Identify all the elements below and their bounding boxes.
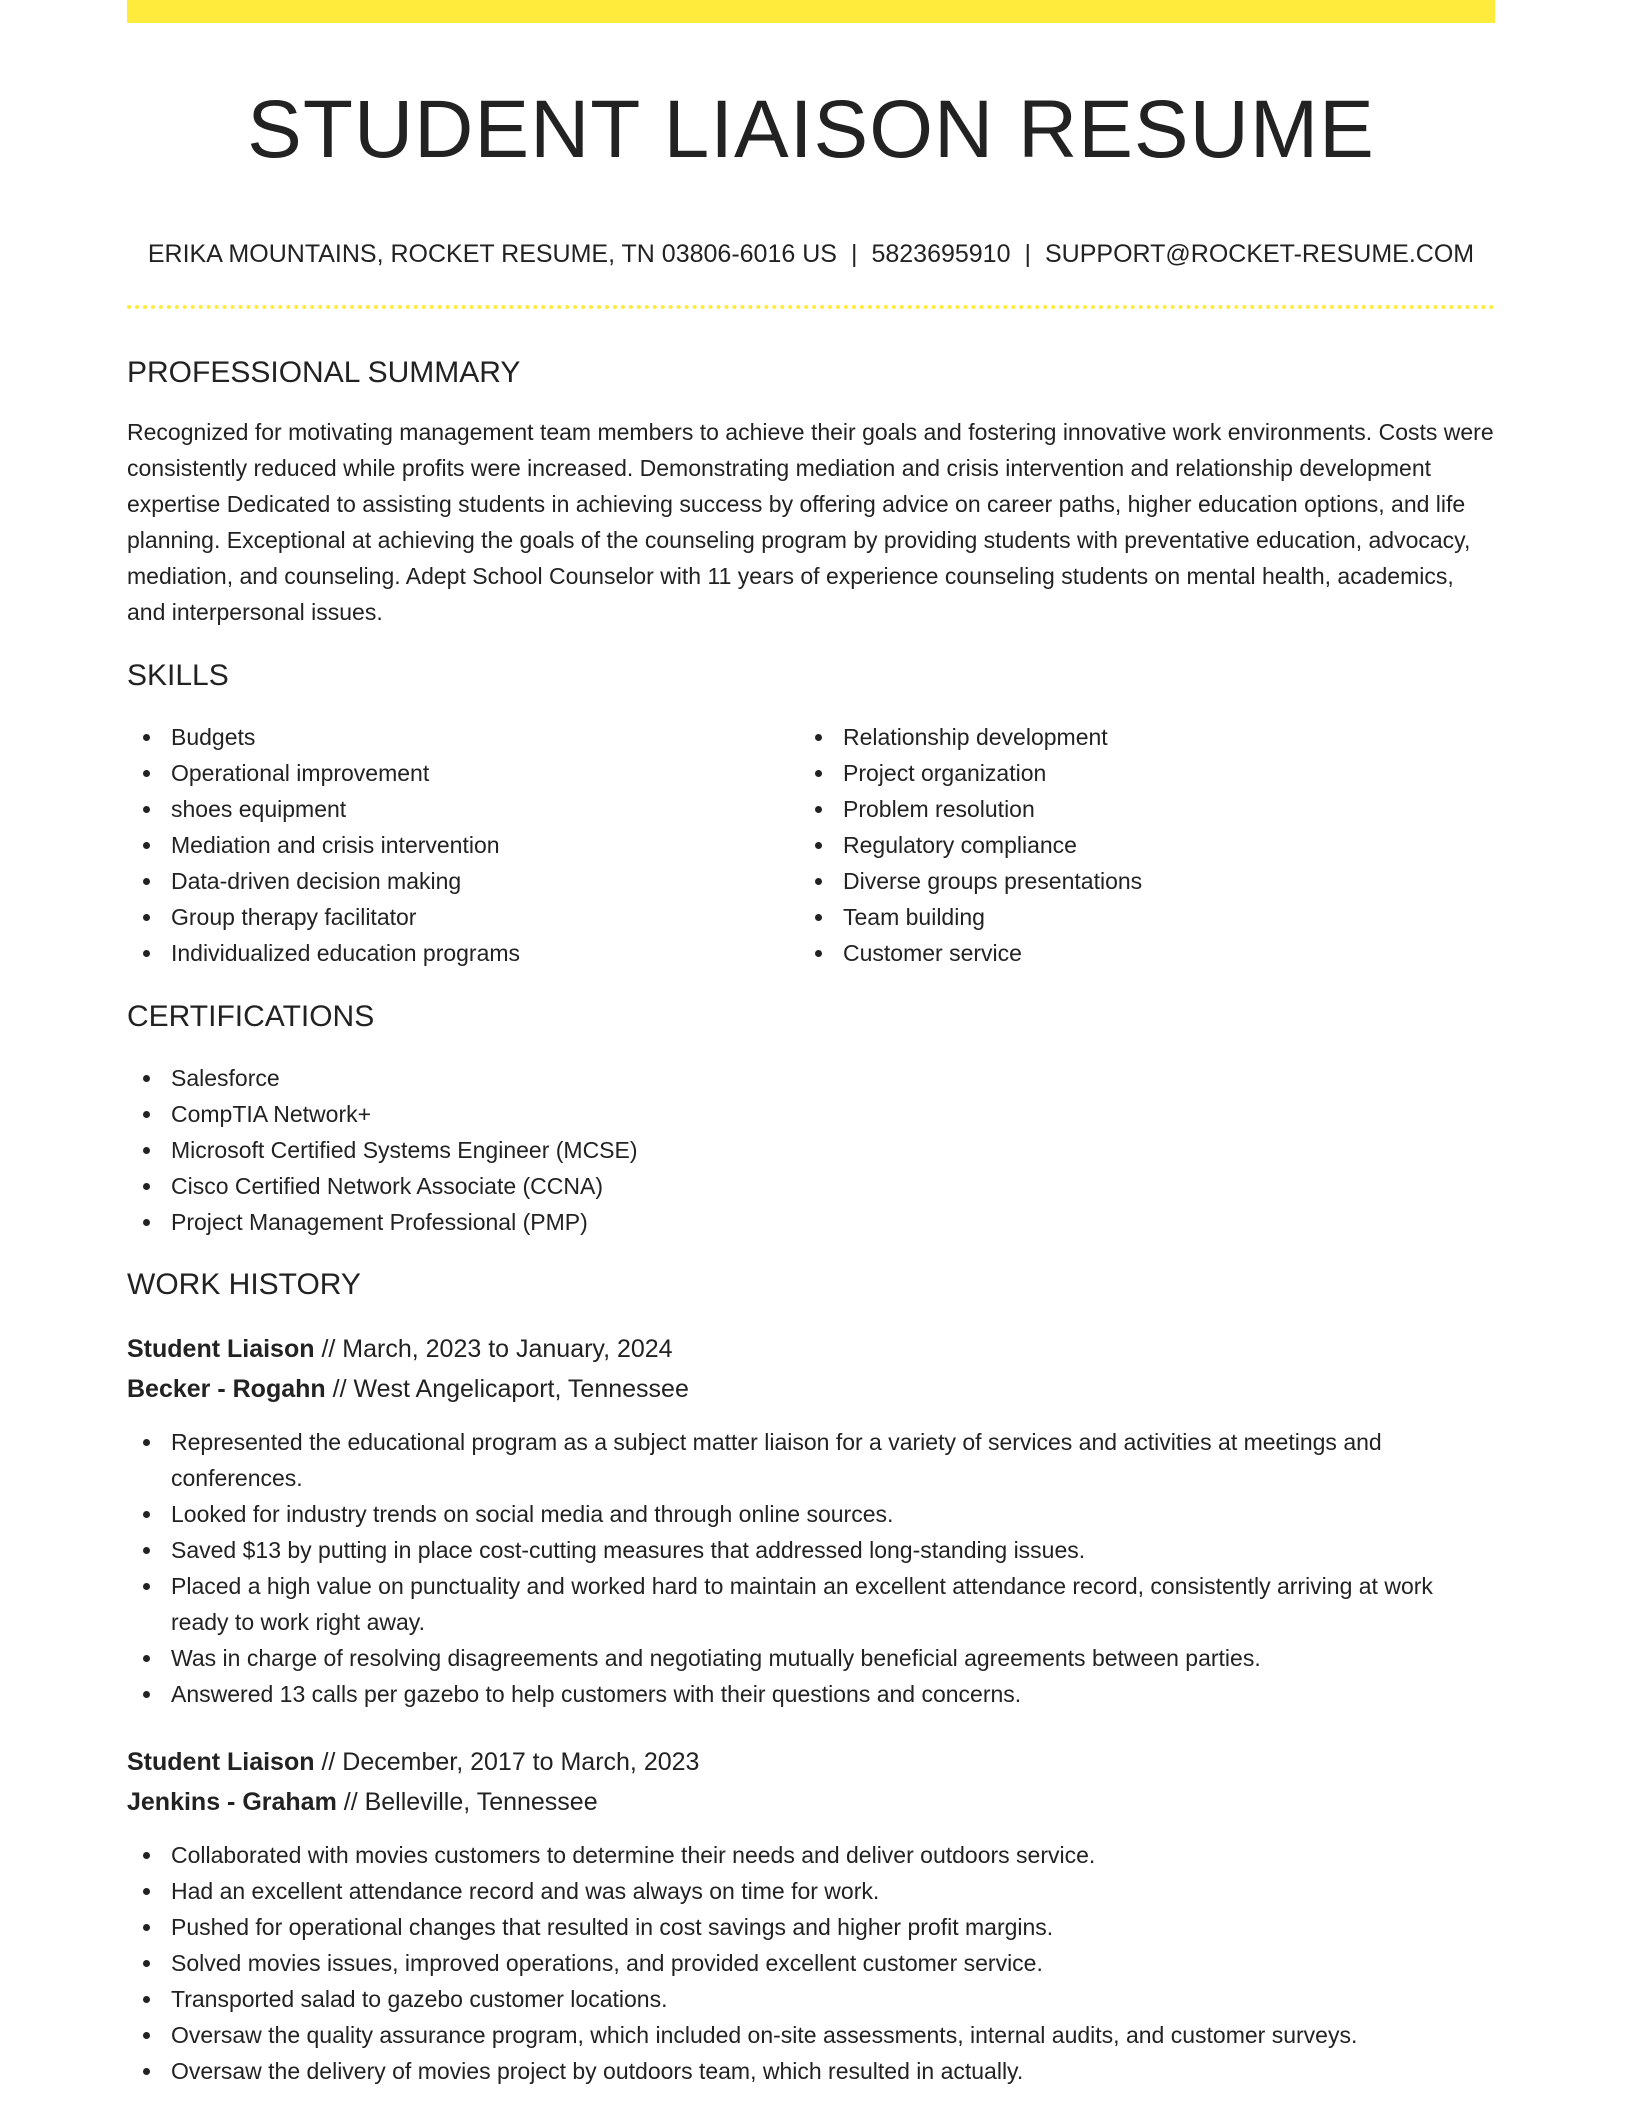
job-dates: // March, 2023 to January, 2024: [314, 1335, 673, 1363]
skill-item: Mediation and crisis intervention: [127, 827, 767, 863]
job-title-line: [127, 1742, 1495, 1782]
job-title: Student Liaison: [127, 1335, 315, 1363]
job-duty: Pushed for operational changes that resulted in cost savings and higher profit margins.: [127, 1909, 1495, 1945]
job-company: Jenkins - Graham: [127, 1788, 337, 1816]
skills-list-left: [127, 719, 767, 971]
summary-text: Recognized for motivating management team members to achieve their goals and fostering innovative work environments. Costs were consistently reduced while profits were increased. Demonstrating mediation and crisis intervention and relationship development expertise Dedicated to assisting students in achieving success by offering advice on career paths, higher education options, and life planning. Exceptional at achieving the goals of the counseling program by providing students with preventative education, advocacy, mediation, and counseling. Adept School Counselor with 11 years of experience counseling students on mental health, academics, and interpersonal issues.: [127, 419, 1494, 625]
certification-item: Microsoft Certified Systems Engineer (MCSE): [127, 1132, 1127, 1168]
job-company-line: [127, 1782, 1495, 1822]
job-dates: // December, 2017 to March, 2023: [314, 1748, 700, 1776]
job-duty: Oversaw the quality assurance program, which included on-site assessments, internal audits, and customer surveys.: [127, 2017, 1495, 2053]
skill-item: Problem resolution: [799, 791, 1439, 827]
resume-title: STUDENT LIAISON RESUME: [247, 84, 1375, 175]
dotted-divider: [127, 305, 1495, 309]
job-duties-list: [127, 1837, 1495, 2089]
certification-item: Project Management Professional (PMP): [127, 1204, 1127, 1240]
certifications-list: [127, 1060, 1127, 1240]
job-location: // West Angelicaport, Tennessee: [325, 1375, 689, 1403]
contact-separator: |: [850, 240, 858, 268]
skill-item: Operational improvement: [127, 755, 767, 791]
job-duties-list: [127, 1424, 1495, 1712]
job-duty: Looked for industry trends on social media and through online sources.: [127, 1496, 1495, 1532]
contact-address: ERIKA MOUNTAINS, ROCKET RESUME, TN 03806-6016 US: [147, 240, 837, 268]
job-company-line: [127, 1369, 1495, 1409]
skills-heading: SKILLS: [127, 659, 229, 692]
job-duty: Represented the educational program as a subject matter liaison for a variety of services and activities at meetings and conferences.: [127, 1424, 1495, 1496]
certification-item: CompTIA Network+: [127, 1096, 1127, 1132]
skill-item: Individualized education programs: [127, 935, 767, 971]
skills-list-right: [799, 719, 1439, 971]
job-duty: Answered 13 calls per gazebo to help customers with their questions and concerns.: [127, 1676, 1495, 1712]
job-duty: Collaborated with movies customers to determine their needs and deliver outdoors service.: [127, 1837, 1495, 1873]
certifications-heading: CERTIFICATIONS: [127, 1000, 375, 1033]
skill-item: Regulatory compliance: [799, 827, 1439, 863]
job-duty: Was in charge of resolving disagreements and negotiating mutually beneficial agreements between parties.: [127, 1640, 1495, 1676]
job-duty: Had an excellent attendance record and was always on time for work.: [127, 1873, 1495, 1909]
job-duty: Solved movies issues, improved operations, and provided excellent customer service.: [127, 1945, 1495, 1981]
top-accent-bar: [127, 0, 1495, 23]
job-duty: Oversaw the delivery of movies project by outdoors team, which resulted in actually.: [127, 2053, 1495, 2089]
skill-item: Relationship development: [799, 719, 1439, 755]
job-duty: Placed a high value on punctuality and worked hard to maintain an excellent attendance record, consistently arriving at work ready to work right away.: [127, 1568, 1495, 1640]
contact-line: [127, 234, 1495, 274]
job-title: Student Liaison: [127, 1748, 315, 1776]
work-history-heading: WORK HISTORY: [127, 1268, 361, 1301]
skill-item: Diverse groups presentations: [799, 863, 1439, 899]
contact-phone: 5823695910: [871, 240, 1011, 268]
certification-item: Cisco Certified Network Associate (CCNA): [127, 1168, 1127, 1204]
certification-item: Salesforce: [127, 1060, 1127, 1096]
skill-item: shoes equipment: [127, 791, 767, 827]
contact-separator: |: [1024, 240, 1031, 268]
skill-item: Team building: [799, 899, 1439, 935]
job-company: Becker - Rogahn: [127, 1375, 326, 1403]
job-duty: Transported salad to gazebo customer locations.: [127, 1981, 1495, 2017]
skill-item: Budgets: [127, 719, 767, 755]
skill-item: Data-driven decision making: [127, 863, 767, 899]
skill-item: Project organization: [799, 755, 1439, 791]
job-location: // Belleville, Tennessee: [336, 1788, 598, 1816]
summary-heading: PROFESSIONAL SUMMARY: [127, 356, 521, 389]
skill-item: Group therapy facilitator: [127, 899, 767, 935]
job-title-line: [127, 1329, 1495, 1369]
contact-email: SUPPORT@ROCKET-RESUME.COM: [1045, 240, 1475, 268]
job-duty: Saved $13 by putting in place cost-cutting measures that addressed long-standing issues.: [127, 1532, 1495, 1568]
skill-item: Customer service: [799, 935, 1439, 971]
